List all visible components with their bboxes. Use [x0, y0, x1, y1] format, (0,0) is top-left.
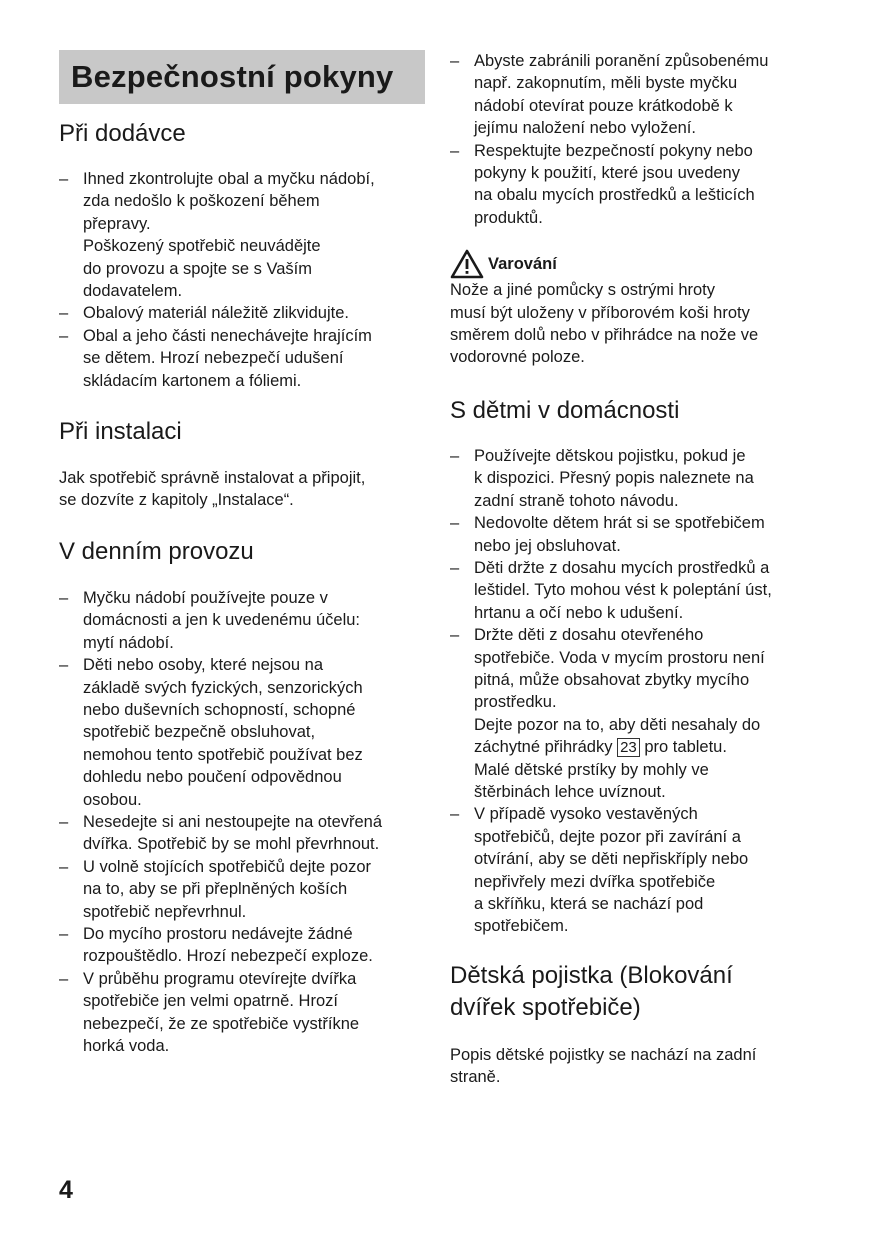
- list-item: – Obalový materiál náležitě zlikvidujte.: [59, 302, 427, 324]
- list-item: – Držte děti z dosahu otevřeného spotřebiče. Voda v mycím prostoru není pitná, může obsahovat zbytky mycího prostředku. Dejte pozor na to, aby děti nesahaly do záchytné přihrádky 23 pro tabletu. Malé dětské prstíky by mohly ve štěrbinách lehce uvíznout.: [450, 624, 822, 803]
- children-list: [450, 445, 822, 938]
- page-number: 4: [59, 1176, 73, 1204]
- list-item: – V průběhu programu otevírejte dvířka spotřebiče jen velmi opatrně. Hrozí nebezpečí, že ze spotřebiče vystříkne horká voda.: [59, 968, 427, 1058]
- child-lock-text: Popis dětské pojistky se nachází na zadní straně.: [450, 1045, 757, 1087]
- list-item: – Abyste zabránili poranění způsobenému např. zakopnutím, měli byste myčku nádobí otevírat pouze krátkodobě k jejímu naložení nebo vyložení.: [450, 50, 822, 140]
- daily-heading: V denním provozu: [59, 537, 254, 565]
- list-item: – Myčku nádobí používejte pouze v domácnosti a jen k uvedenému účelu: mytí nádobí.: [59, 587, 427, 654]
- list-item: – U volně stojících spotřebičů dejte pozor na to, aby se při přeplněných koších spotřebič nepřevrhnul.: [59, 856, 427, 923]
- installation-heading: Při instalaci: [59, 418, 182, 446]
- list-item: – Obal a jeho části nenechávejte hrajícím se dětem. Hrozí nebezpečí udušení skládacím kartonem a fóliemi.: [59, 325, 427, 392]
- warning-text: Nože a jiné pomůcky s ostrými hroty musí být uloženy v příborovém koši hroty směrem dolů nebo v přihrádce na nože ve vodorovné poloze.: [450, 281, 759, 367]
- list-item: – V případě vysoko vestavěných spotřebičů, dejte pozor při zavírání a otvírání, aby se děti nepřiskříply nebo nepřivřely mezi dvířka spotřebiče a skříňku, která se nachází pod spotřebičem.: [450, 803, 822, 937]
- children-heading: S dětmi v domácnosti: [450, 396, 680, 424]
- daily-list: [59, 587, 427, 1058]
- right-column: [450, 50, 822, 1089]
- list-item: – Nesedejte si ani nestoupejte na otevřená dvířka. Spotřebič by se mohl převrhnout.: [59, 811, 427, 856]
- warning-header: [450, 249, 822, 279]
- figure-reference-box: 23: [617, 738, 640, 757]
- delivery-list: [59, 168, 427, 392]
- list-item: – Do mycího prostoru nedávejte žádné rozpouštědlo. Hrozí nebezpečí exploze.: [59, 923, 427, 968]
- delivery-heading: Při dodávce: [59, 120, 186, 147]
- list-item: – Děti nebo osoby, které nejsou na základě svých fyzických, senzorických nebo duševních schopností, schopné spotřebič bezpečně obsluhovat, nemohou tento spotřebič používat bez dohledu nebo poučení odpovědnou osobou.: [59, 654, 427, 811]
- list-item: – Děti držte z dosahu mycích prostředků a leštidel. Tyto mohou vést k poleptání úst, hrtanu a očí nebo k udušení.: [450, 557, 822, 624]
- child-lock-heading: Dětská pojistka (Blokování dvířek spotřebiče): [450, 961, 733, 1021]
- page-title: Bezpečnostní pokyny: [59, 50, 425, 104]
- list-item: – Používejte dětskou pojistku, pokud je k dispozici. Přesný popis naleznete na zadní straně tohoto návodu.: [450, 445, 822, 512]
- opening-list: [450, 50, 822, 229]
- list-item: – Ihned zkontrolujte obal a myčku nádobí, zda nedošlo k poškození během přepravy. Poškozený spotřebič neuvádějte do provozu a spojte se s Vaším dodavatelem.: [59, 168, 427, 302]
- left-column: [59, 50, 427, 1057]
- warning-triangle-icon: [450, 249, 484, 279]
- list-item: – Nedovolte dětem hrát si se spotřebičem nebo jej obsluhovat.: [450, 512, 822, 557]
- installation-text: Jak spotřebič správně instalovat a připojit, se dozvíte z kapitoly „Instalace“.: [59, 469, 366, 510]
- list-item: – Respektujte bezpečností pokyny nebo pokyny k použití, které jsou uvedeny na obalu mycích prostředků a lešticích produktů.: [450, 140, 822, 230]
- warning-label: Varování: [488, 255, 557, 274]
